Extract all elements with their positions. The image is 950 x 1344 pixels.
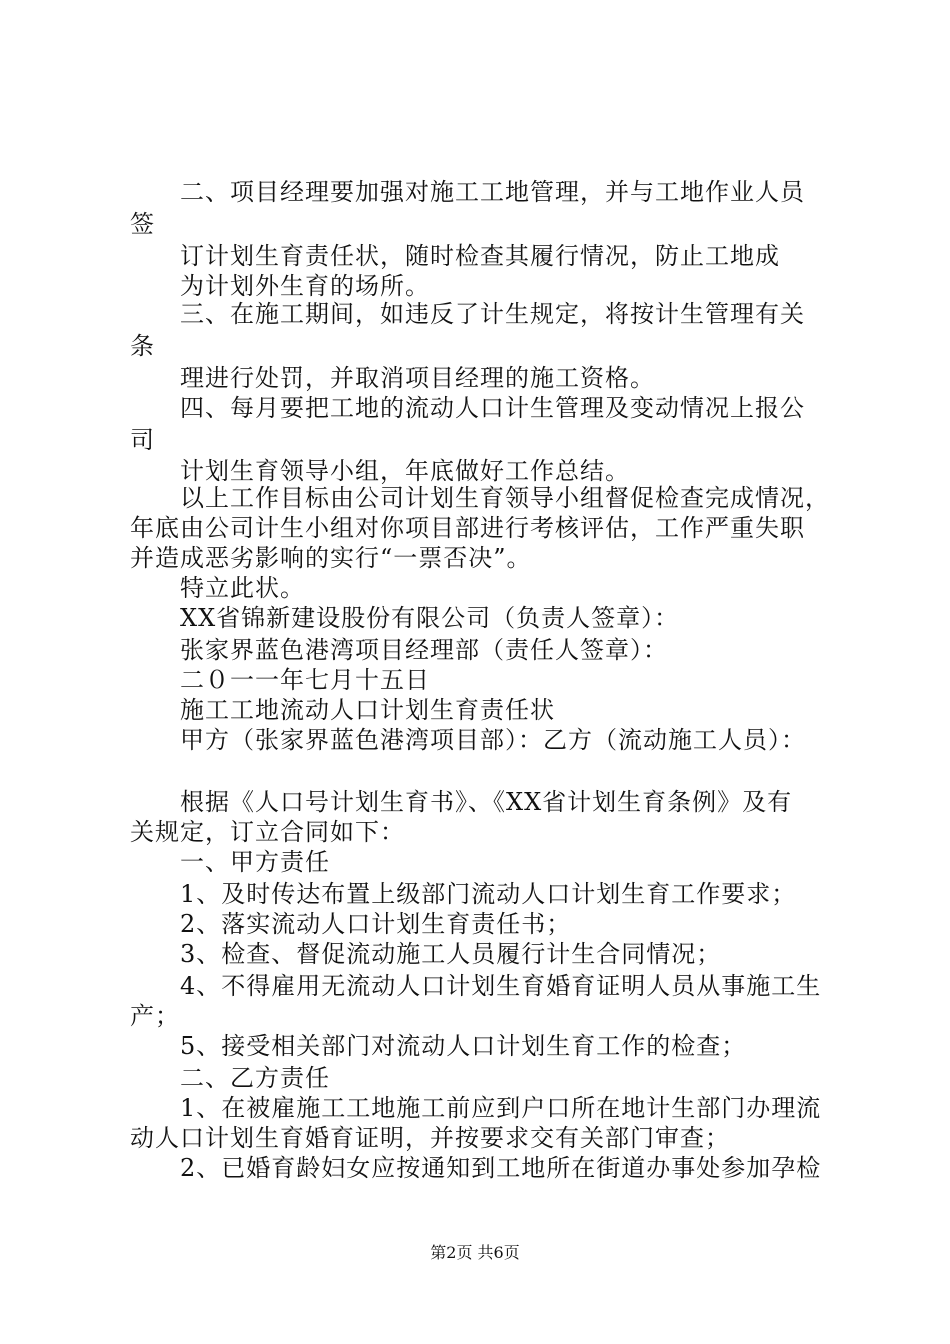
text-line-23: 1、及时传达布置上级部门流动人口计划生育工作要求； [180,880,797,908]
text-line-19: 甲方（张家界蓝色港湾项目部）：乙方（流动施工人员）： [180,726,806,754]
text-line-29: 二、乙方责任 [180,1064,330,1092]
text-line-17: 二０一一年七月十五日 [180,666,430,694]
text-line-30: 1、在被雇施工工地施工前应到户口所在地计生部门办理流 [180,1094,822,1122]
text-line-16: 张家界蓝色港湾项目经理部（责任人签章）： [180,636,668,664]
text-line-9: 司 [130,426,155,454]
text-line-26: 4、不得雇用无流动人口计划生育婚育证明人员从事施工生 [180,972,822,1000]
text-line-20: 根据《人口号计划生育书》、《XX省计划生育条例》及有 [180,788,793,816]
text-line-6: 条 [130,332,155,360]
text-line-21: 关规定，订立合同如下： [130,818,405,846]
text-line-2: 签 [130,210,155,238]
text-line-7: 理进行处罚，并取消项目经理的施工资格。 [180,364,655,392]
text-line-25: 3、检查、督促流动施工人员履行计生合同情况； [180,940,722,968]
text-line-12: 年底由公司计生小组对你项目部进行考核评估，工作严重失职 [130,514,805,542]
page-footer: 第2页 共6页 [430,1243,520,1262]
text-line-14: 特立此状。 [180,574,305,602]
text-line-8: 四、每月要把工地的流动人口计生管理及变动情况上报公 [180,394,805,422]
text-line-27: 产； [130,1002,180,1030]
text-line-24: 2、落实流动人口计划生育责任书； [180,910,572,938]
text-line-32: 2、已婚育龄妇女应按通知到工地所在街道办事处参加孕检 [180,1154,822,1182]
text-line-18: 施工工地流动人口计划生育责任状 [180,696,555,724]
text-line-11: 以上工作目标由公司计划生育领导小组督促检查完成情况， [180,484,830,512]
text-line-28: 5、接受相关部门对流动人口计划生育工作的检查； [180,1032,747,1060]
text-line-22: 一、甲方责任 [180,848,330,876]
text-line-1: 二、项目经理要加强对施工工地管理，并与工地作业人员 [180,178,805,206]
text-line-15: XX省锦新建设股份有限公司（负责人签章）： [180,604,680,632]
text-line-13: 并造成恶劣影响的实行“一票否决”。 [130,544,532,572]
text-line-3: 订计划生育责任状，随时检查其履行情况，防止工地成 [180,242,780,270]
text-line-5: 三、在施工期间，如违反了计生规定，将按计生管理有关 [180,300,805,328]
text-line-10: 计划生育领导小组，年底做好工作总结。 [180,457,630,485]
text-line-31: 动人口计划生育婚育证明，并按要求交有关部门审查； [130,1124,730,1152]
text-line-4: 为计划外生育的场所。 [180,272,430,300]
